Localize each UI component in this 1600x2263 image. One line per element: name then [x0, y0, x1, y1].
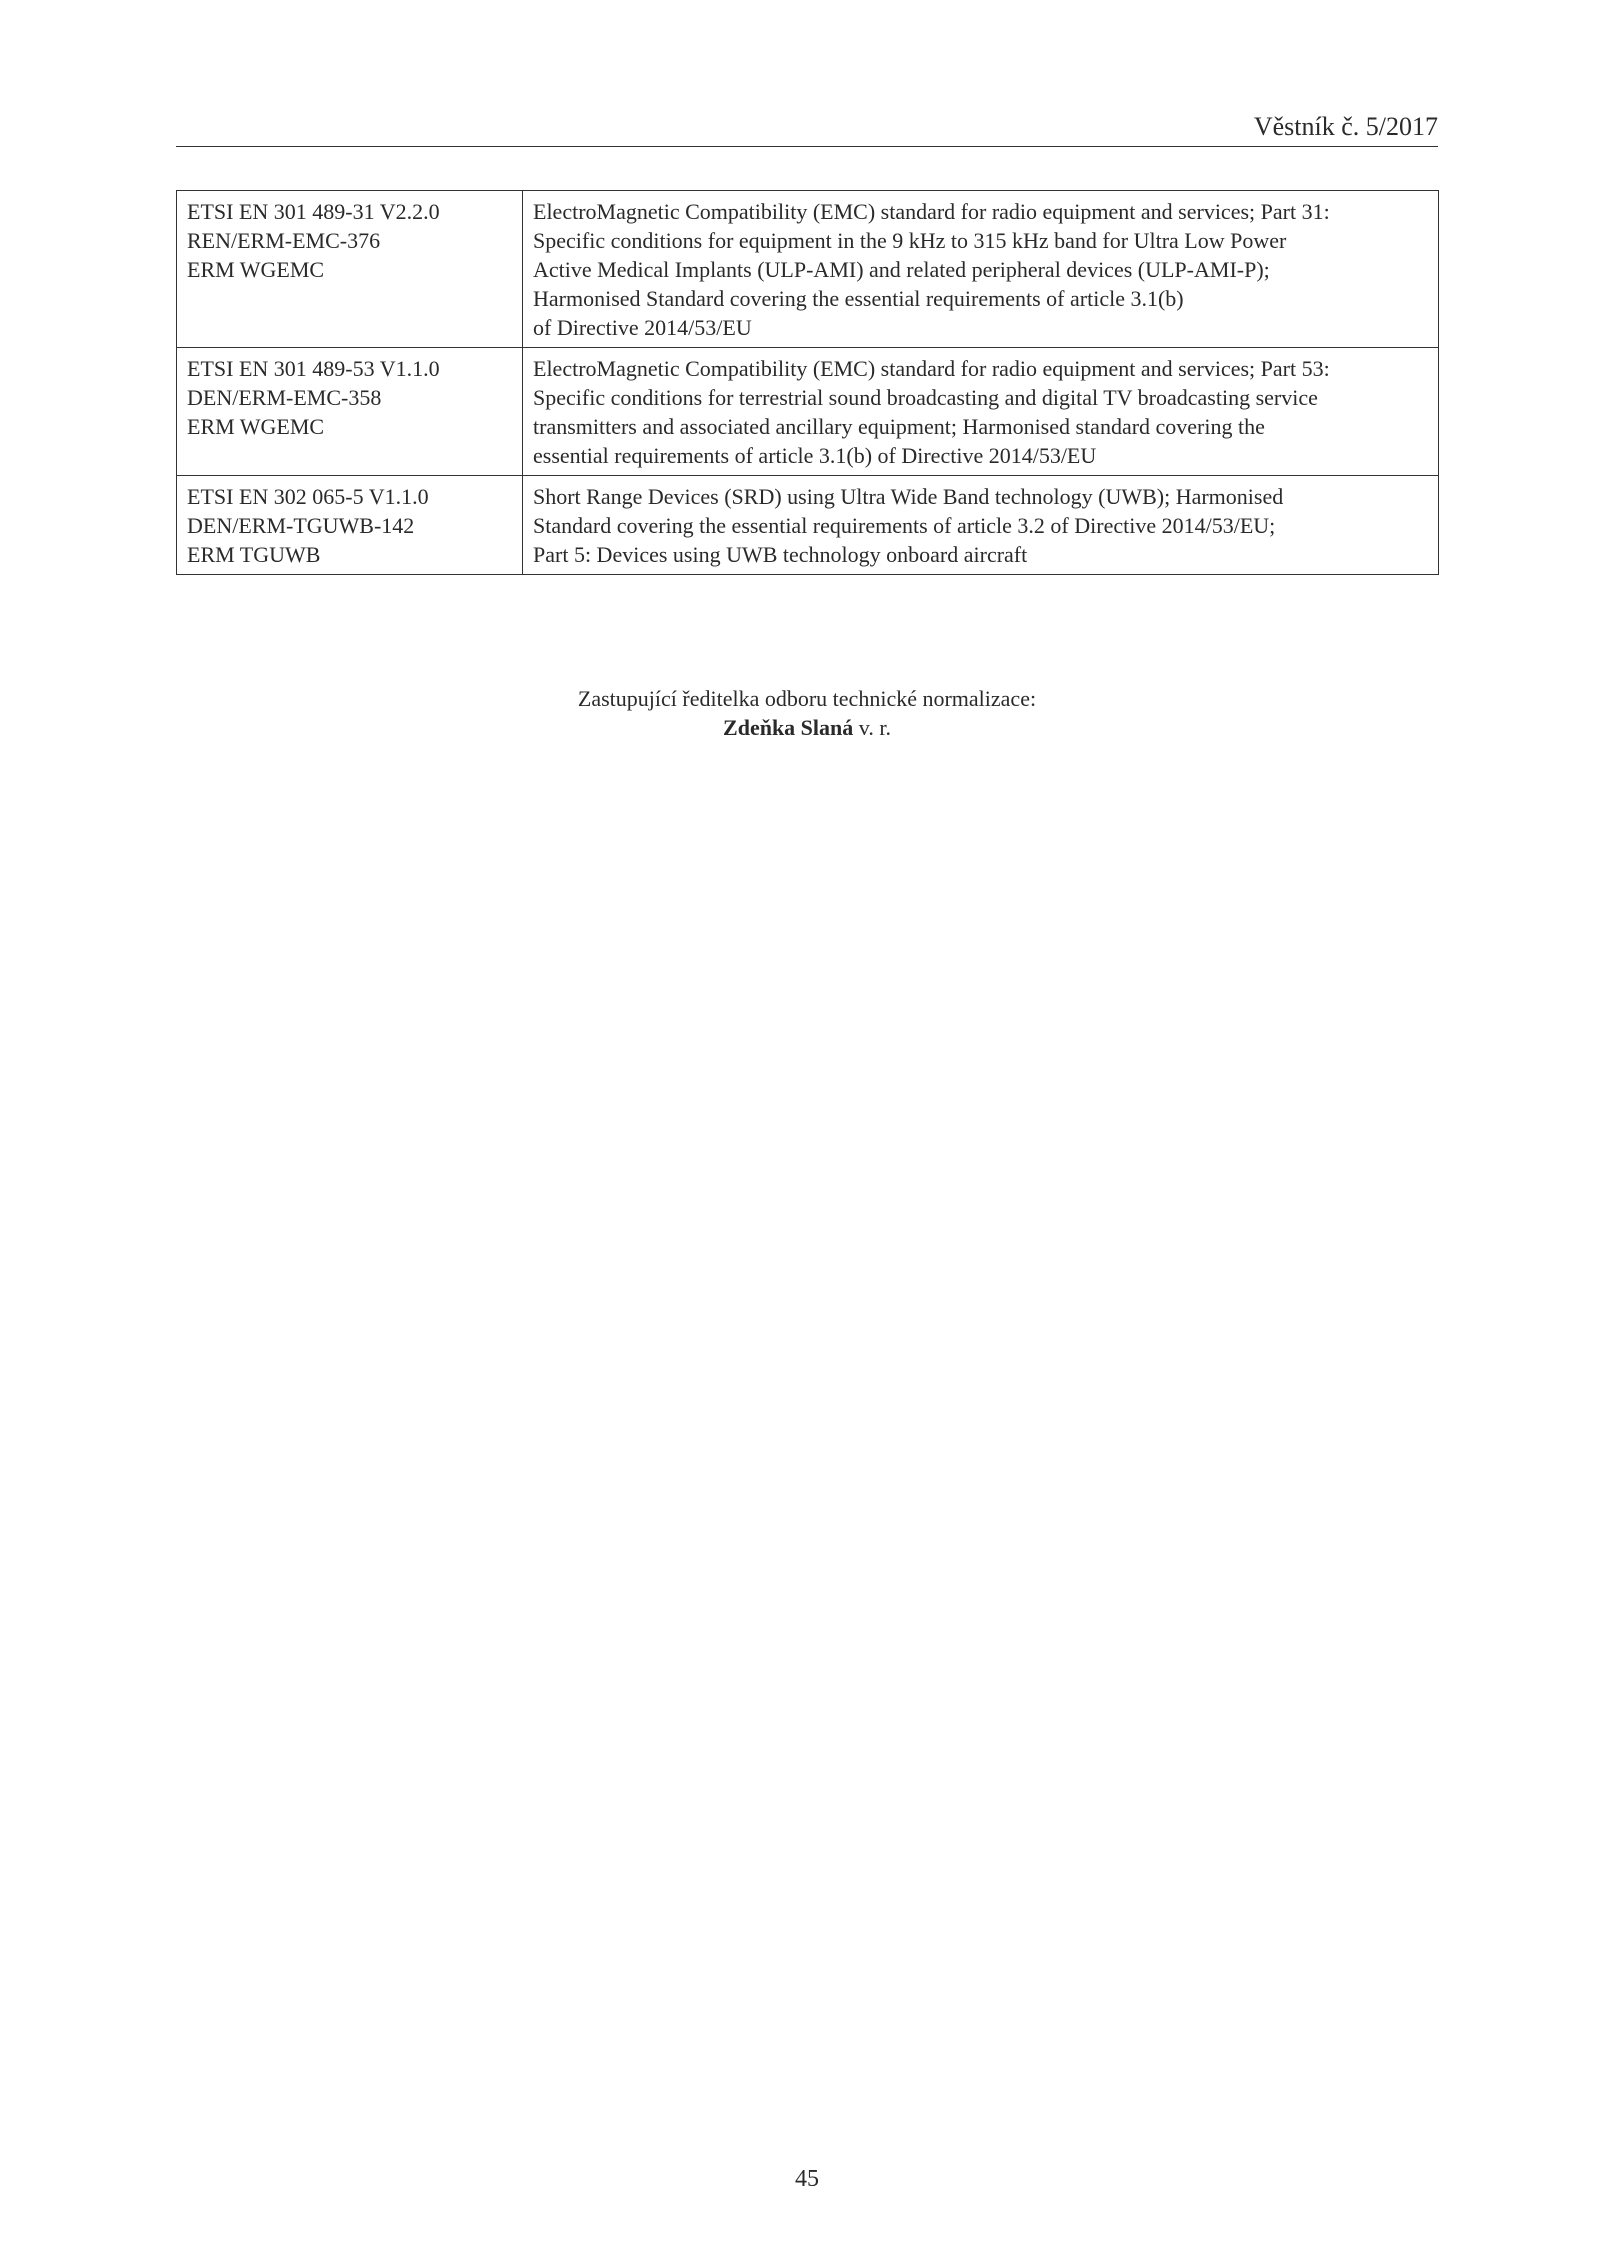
- description-line: Specific conditions for equipment in the 9 kHz to 315 kHz band for Ultra Low Power: [533, 228, 1287, 253]
- work-item-reference: DEN/ERM-EMC-358: [187, 385, 382, 410]
- description-line: Part 5: Devices using UWB technology onboard aircraft: [533, 542, 1028, 567]
- standards-table: [176, 190, 1439, 575]
- description-line: ElectroMagnetic Compatibility (EMC) standard for radio equipment and services; Part 31:: [533, 199, 1330, 224]
- signatory-suffix: v. r.: [853, 715, 891, 740]
- description-line: ElectroMagnetic Compatibility (EMC) standard for radio equipment and services; Part 53:: [533, 356, 1330, 381]
- description-line: essential requirements of article 3.1(b) of Directive 2014/53/EU: [533, 443, 1097, 468]
- standard-identifier-cell: [177, 191, 523, 348]
- description-line: Harmonised Standard covering the essential requirements of article 3.1(b): [533, 286, 1184, 311]
- work-item-reference: REN/ERM-EMC-376: [187, 228, 381, 253]
- standard-identifier-cell: [177, 348, 523, 476]
- signatory-name: Zdeňka Slaná: [723, 715, 854, 740]
- description-line: transmitters and associated ancillary equipment; Harmonised standard covering the: [533, 414, 1265, 439]
- technical-body: ERM WGEMC: [187, 257, 325, 282]
- description-line: Active Medical Implants (ULP-AMI) and related peripheral devices (ULP-AMI-P);: [533, 257, 1270, 282]
- signatory-title: Zastupující ředitelka odboru technické normalizace:: [577, 686, 1037, 711]
- page-number: 45: [795, 2166, 819, 2192]
- technical-body: ERM WGEMC: [187, 414, 325, 439]
- standard-number: ETSI EN 301 489-31 V2.2.0: [187, 199, 440, 224]
- work-item-reference: DEN/ERM-TGUWB-142: [187, 513, 415, 538]
- page-header: [176, 112, 1438, 147]
- standard-number: ETSI EN 301 489-53 V1.1.0: [187, 356, 440, 381]
- technical-body: ERM TGUWB: [187, 542, 321, 567]
- table-row: [177, 348, 1439, 476]
- description-line: of Directive 2014/53/EU: [533, 315, 752, 340]
- description-line: Specific conditions for terrestrial sound broadcasting and digital TV broadcasting service: [533, 385, 1318, 410]
- description-line: Standard covering the essential requirements of article 3.2 of Directive 2014/53/EU;: [533, 513, 1276, 538]
- standard-number: ETSI EN 302 065-5 V1.1.0: [187, 484, 429, 509]
- standard-description-cell: [523, 348, 1439, 476]
- standard-identifier-cell: [177, 476, 523, 575]
- table-row: [177, 476, 1439, 575]
- table-row: [177, 191, 1439, 348]
- signatory-block: [176, 713, 1438, 742]
- standard-description-cell: [523, 191, 1439, 348]
- journal-issue: Věstník č. 5/2017: [1253, 112, 1438, 141]
- description-line: Short Range Devices (SRD) using Ultra Wide Band technology (UWB); Harmonised: [533, 484, 1284, 509]
- standard-description-cell: [523, 476, 1439, 575]
